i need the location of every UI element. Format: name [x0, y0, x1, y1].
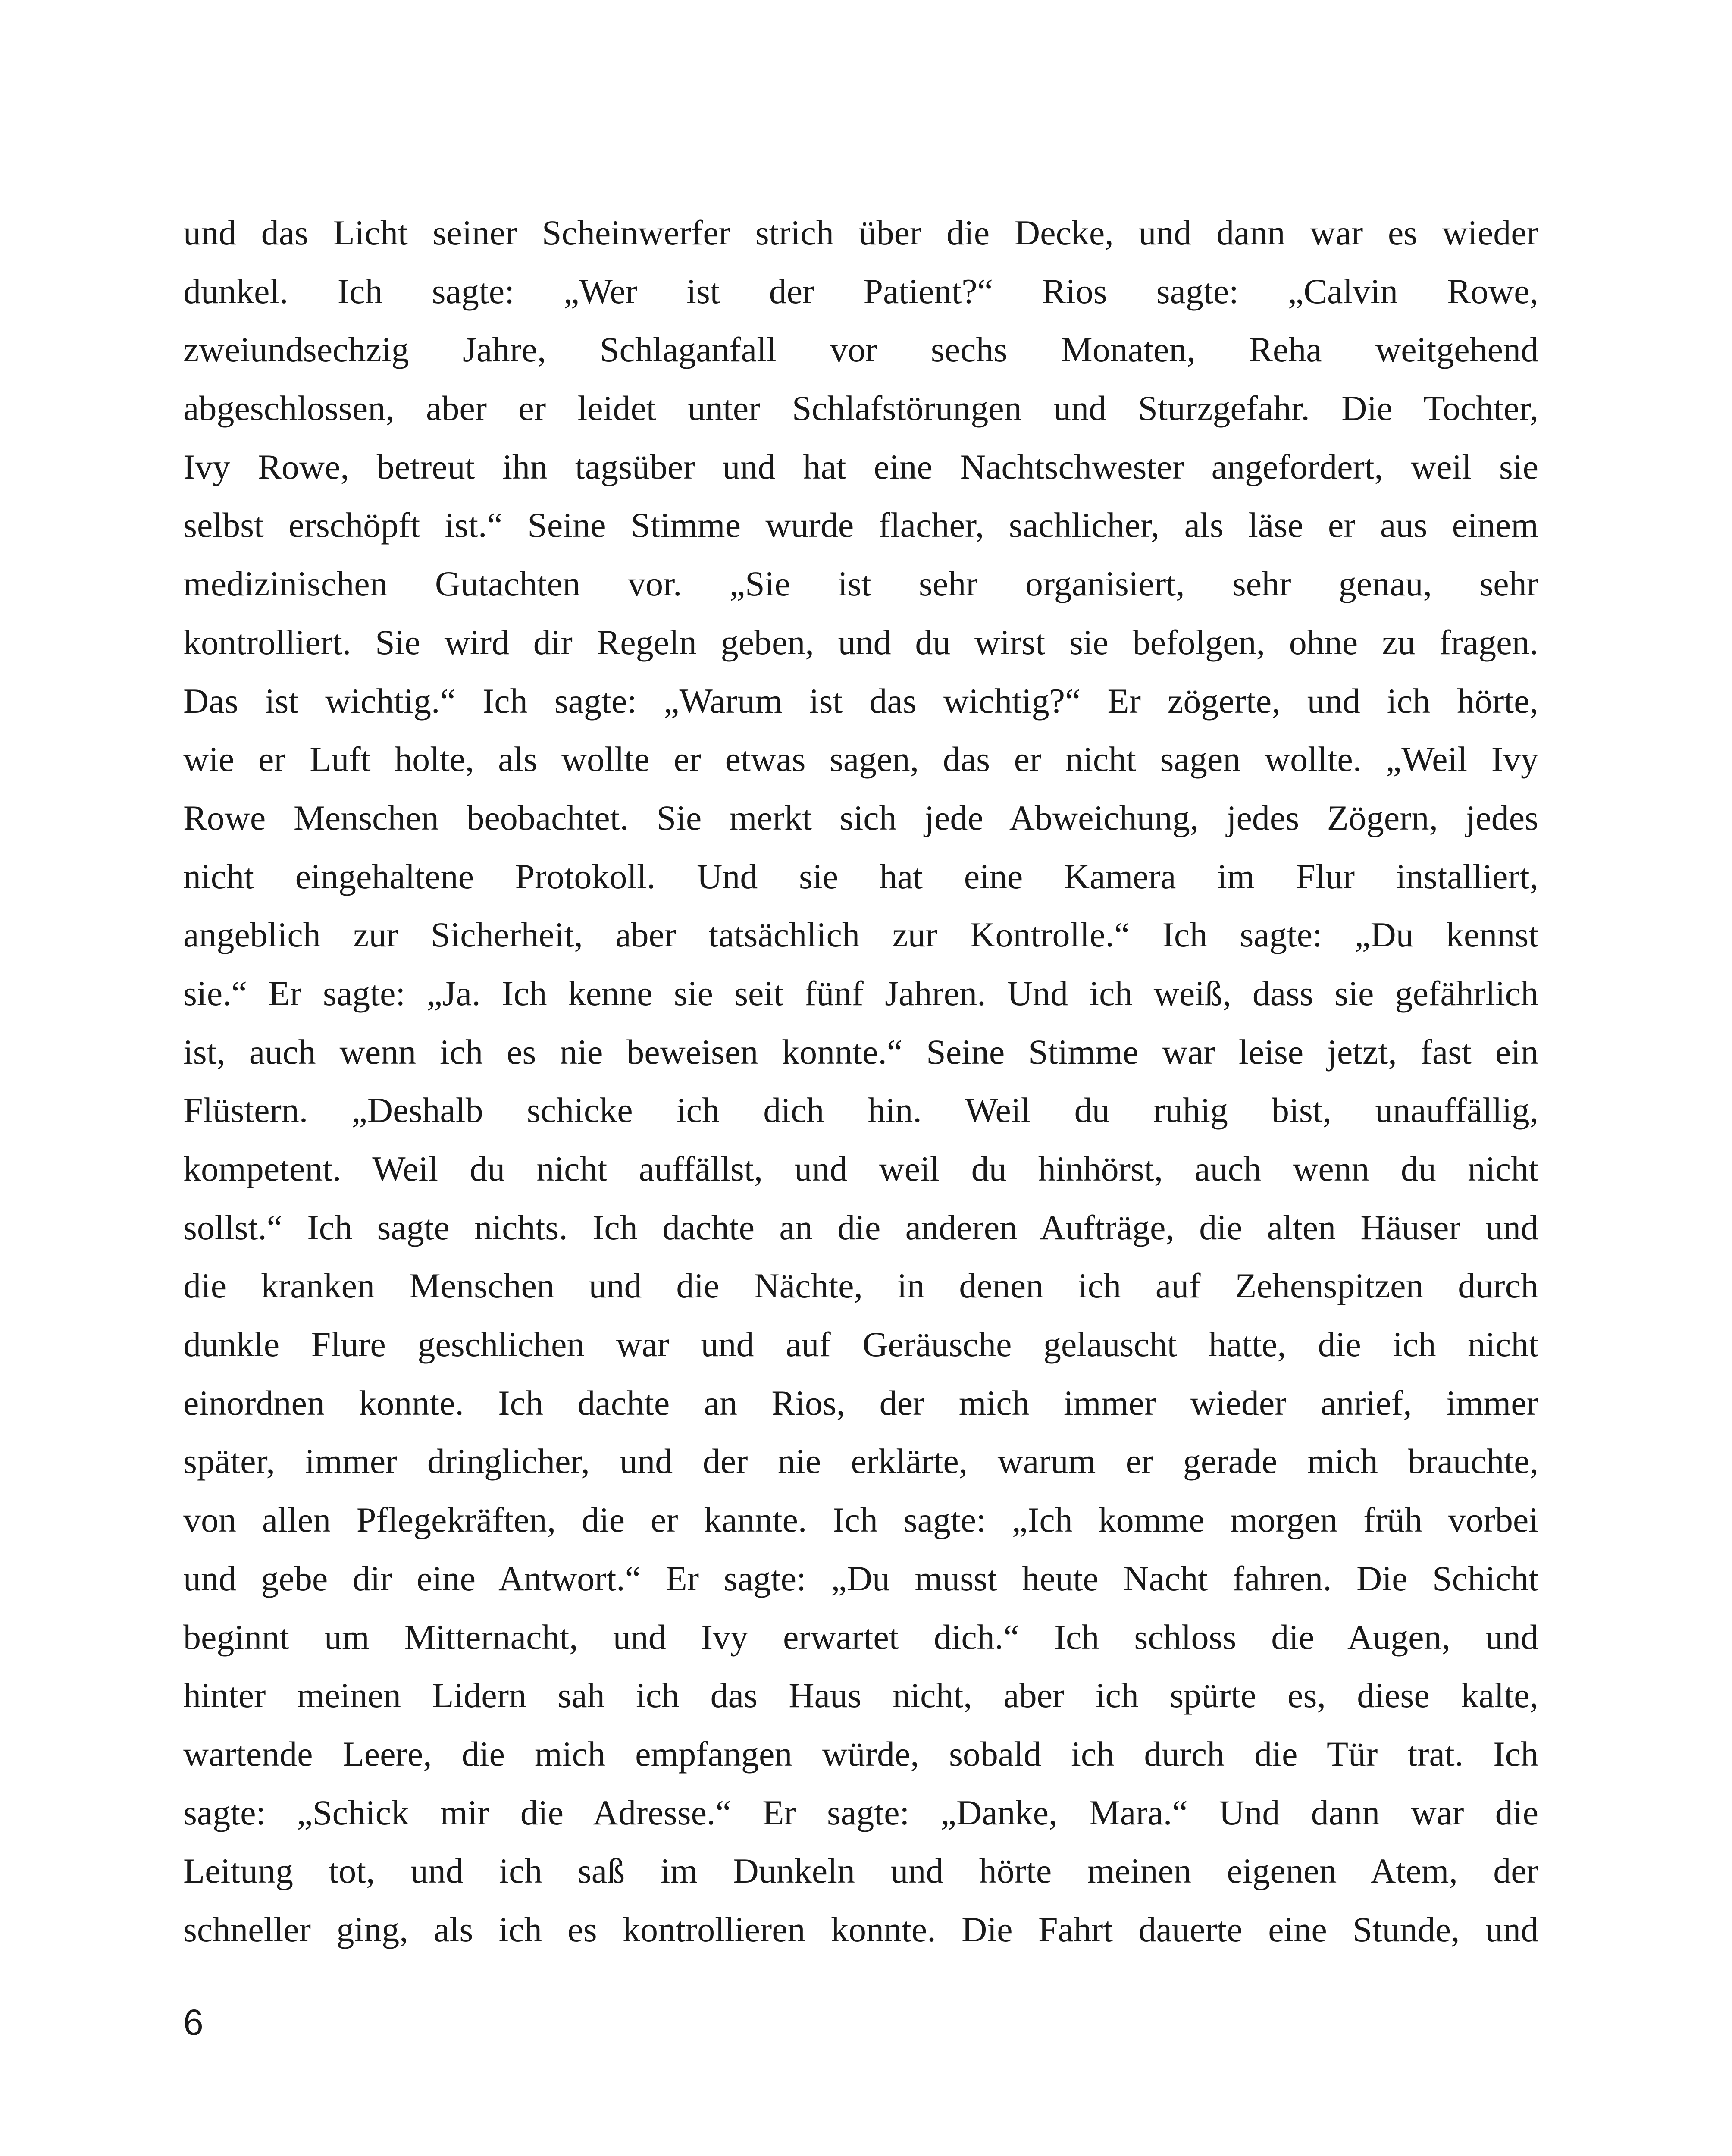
text-line: und gebe dir eine Antwort.“ Er sagte: „Du musst heute Nacht fahren. Die Schicht: [183, 1558, 1538, 1598]
text-line: einordnen konnte. Ich dachte an Rios, der mich immer wieder anrief, immer: [183, 1383, 1538, 1423]
page-number: 6: [183, 2002, 204, 2043]
text-line: nicht eingehaltene Protokoll. Und sie hat eine Kamera im Flur installiert,: [183, 856, 1538, 896]
text-line: Ivy Rowe, betreut ihn tagsüber und hat eine Nachtschwester angefordert, weil sie: [183, 447, 1538, 486]
text-line: die kranken Menschen und die Nächte, in denen ich auf Zehenspitzen durch: [183, 1266, 1538, 1306]
text-line: sollst.“ Ich sagte nichts. Ich dachte an die anderen Aufträge, die alten Häuser und: [183, 1207, 1538, 1247]
text-line: schneller ging, als ich es kontrollieren konnte. Die Fahrt dauerte eine Stunde, und: [183, 1909, 1538, 1949]
text-line: Rowe Menschen beobachtet. Sie merkt sich jede Abweichung, jedes Zögern, jedes: [183, 798, 1538, 837]
text-line: sie.“ Er sagte: „Ja. Ich kenne sie seit fünf Jahren. Und ich weiß, dass sie gefährlich: [183, 973, 1538, 1013]
text-line: beginnt um Mitternacht, und Ivy erwartet dich.“ Ich schloss die Augen, und: [183, 1617, 1538, 1657]
text-line: abgeschlossen, aber er leidet unter Schlafstörungen und Sturzgefahr. Die Tochter,: [183, 389, 1538, 428]
text-line: angeblich zur Sicherheit, aber tatsächlich zur Kontrolle.“ Ich sagte: „Du kennst: [183, 915, 1538, 955]
text-line: kontrolliert. Sie wird dir Regeln geben, und du wirst sie befolgen, ohne zu fragen.: [183, 622, 1538, 662]
text-line: später, immer dringlicher, und der nie erklärte, warum er gerade mich brauchte,: [183, 1442, 1538, 1481]
text-line: ist, auch wenn ich es nie beweisen konnte.“ Seine Stimme war leise jetzt, fast ein: [183, 1032, 1538, 1072]
text-line: hinter meinen Lidern sah ich das Haus nicht, aber ich spürte es, diese kalte,: [183, 1676, 1538, 1715]
text-line: dunkel. Ich sagte: „Wer ist der Patient?“ Rios sagte: „Calvin Rowe,: [183, 271, 1538, 311]
text-line: wie er Luft holte, als wollte er etwas sagen, das er nicht sagen wollte. „Weil Ivy: [183, 740, 1538, 779]
text-line: Flüstern. „Deshalb schicke ich dich hin. Weil du ruhig bist, unauffällig,: [183, 1091, 1538, 1130]
text-line: dunkle Flure geschlichen war und auf Geräusche gelauscht hatte, die ich nicht: [183, 1325, 1538, 1364]
text-line: und das Licht seiner Scheinwerfer strich über die Decke, und dann war es wieder: [183, 213, 1538, 252]
text-line: von allen Pflegekräften, die er kannte. Ich sagte: „Ich komme morgen früh vorbei: [183, 1500, 1538, 1540]
text-line: Leitung tot, und ich saß im Dunkeln und hörte meinen eigenen Atem, der: [183, 1851, 1538, 1891]
text-line: Das ist wichtig.“ Ich sagte: „Warum ist das wichtig?“ Er zögerte, und ich hörte,: [183, 681, 1538, 721]
text-line: zweiundsechzig Jahre, Schlaganfall vor sechs Monaten, Reha weitgehend: [183, 330, 1538, 370]
text-line: medizinischen Gutachten vor. „Sie ist sehr organisiert, sehr genau, sehr: [183, 564, 1538, 604]
text-line: selbst erschöpft ist.“ Seine Stimme wurde flacher, sachlicher, als läse er aus einem: [183, 505, 1538, 545]
text-line: wartende Leere, die mich empfangen würde, sobald ich durch die Tür trat. Ich: [183, 1734, 1538, 1774]
text-line: sagte: „Schick mir die Adresse.“ Er sagte: „Danke, Mara.“ Und dann war die: [183, 1792, 1538, 1832]
text-line: kompetent. Weil du nicht auffällst, und weil du hinhörst, auch wenn du nicht: [183, 1149, 1538, 1188]
body-text: [183, 204, 1538, 1959]
